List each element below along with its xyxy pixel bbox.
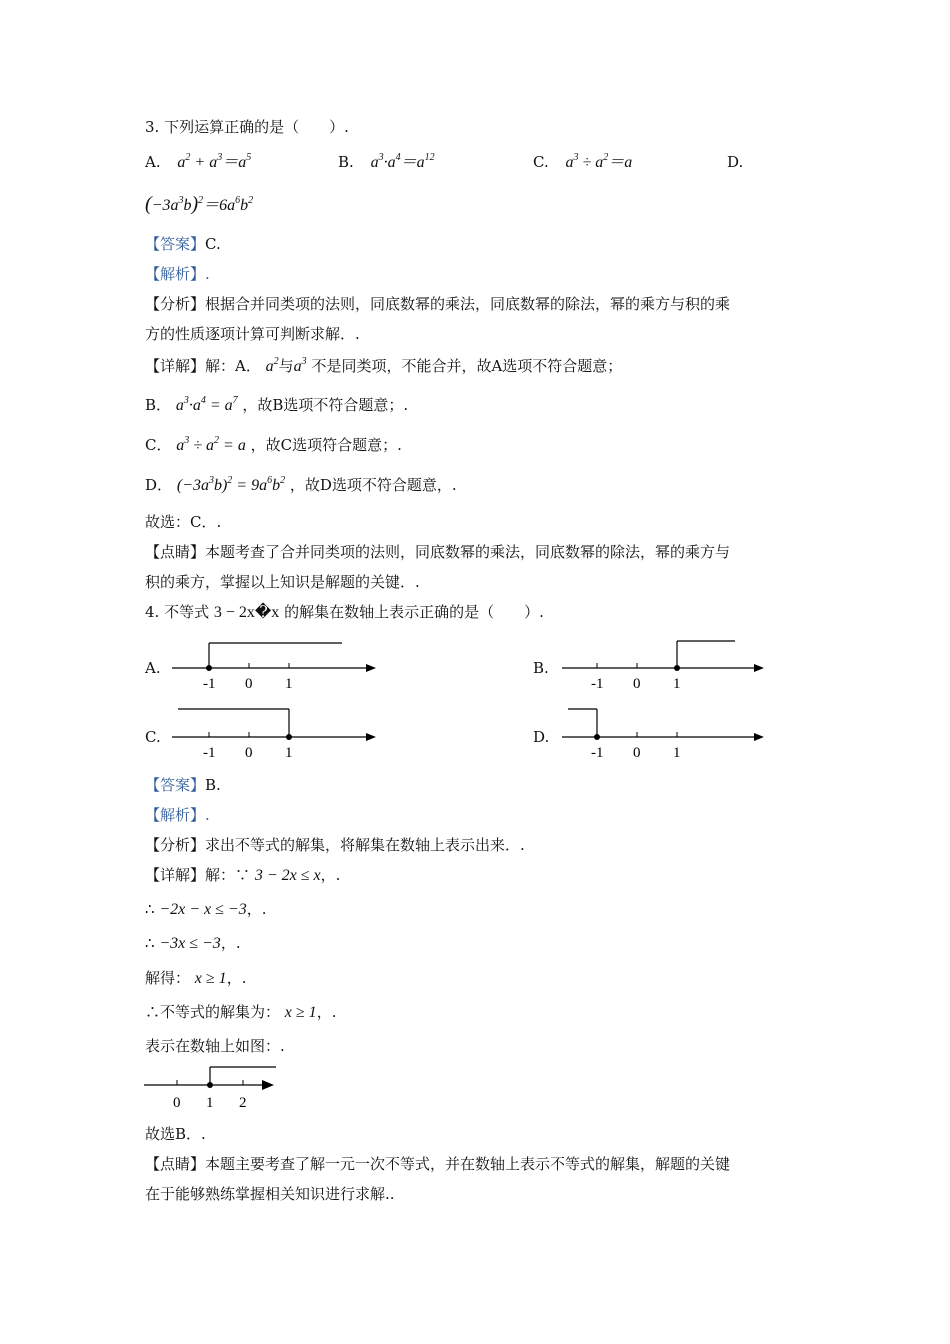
q3-detail-d: D． $(-3a^3b)^2 = 9a^6b^2$ ，故D选项不符合题意，. xyxy=(145,475,457,494)
q4-number-line-c xyxy=(170,704,385,764)
q4-jiexi: 【解析】. xyxy=(145,806,210,824)
q4-answer: 【答案】B. xyxy=(145,776,221,794)
q3-detail-b: B． $a^3\cdot a^4 = a^7$ ，故B选项不符合题意；. xyxy=(145,395,409,414)
q3-choose: 故选：C．. xyxy=(145,513,222,531)
tick-label: 0 xyxy=(173,1095,181,1111)
tick-label: 1 xyxy=(206,1095,214,1111)
q4-final-number-line xyxy=(142,1060,292,1115)
tick-label: 1 xyxy=(285,676,293,692)
q4-step-4: 解得： x ≥ 1，. xyxy=(145,969,247,987)
q3-option-d-math: $(-3a^3b)^2=6a^6b^2$ xyxy=(145,193,254,215)
tick-label: 0 xyxy=(245,745,253,761)
tick-label: 1 xyxy=(285,745,293,761)
tick-label: 0 xyxy=(633,676,641,692)
q4-step-3: ∴ −3x ≤ −3，. xyxy=(145,934,241,952)
q3-detail-a: 【详解】解：A． $a^2$与$a^3$ 不是同类项，不能合并，故A选项不符合题意； xyxy=(145,356,623,375)
q4-option-d-label: D. xyxy=(533,728,550,746)
q4-stem: 4. 不等式 3 − 2x�x 的解集在数轴上表示正确的是（ ）. xyxy=(145,603,544,621)
tick-label: -1 xyxy=(203,676,216,692)
q3-option-a: A. $a^2 + a^3=a^5$ xyxy=(145,152,252,171)
q3-option-b-math: $a^3\cdot a^4=a^{12}$ xyxy=(370,152,435,171)
tick-label: -1 xyxy=(591,676,604,692)
q3-answer: 【答案】C. xyxy=(145,235,221,253)
q3-dianjing-2: 积的乘方，掌握以上知识是解题的关键．. xyxy=(145,573,420,591)
q3-fenxi-2: 方的性质逐项计算可判断求解．. xyxy=(145,325,360,343)
q3-dianjing-1: 【点睛】本题考查了合并同类项的法则，同底数幂的乘法，同底数幂的除法，幂的乘方与 xyxy=(145,543,731,561)
tick-label: 0 xyxy=(633,745,641,761)
tick-label: 1 xyxy=(673,745,681,761)
q4-dianjing-1: 【点睛】本题主要考查了解一元一次不等式，并在数轴上表示不等式的解集，解题的关键 xyxy=(145,1155,731,1173)
tick-label: -1 xyxy=(203,745,216,761)
q4-step-5: ∴不等式的解集为： x ≥ 1，. xyxy=(145,1003,337,1021)
q4-step-2: ∴ −2x − x ≤ −3，. xyxy=(145,900,267,918)
q3-option-c-math: $a^3 \div a^2=a$ xyxy=(565,152,633,171)
q4-step-6: 表示在数轴上如图：. xyxy=(145,1037,285,1055)
tick-label: 0 xyxy=(245,676,253,692)
q3-option-a-math: $a^2 + a^3=a^5$ xyxy=(177,152,252,171)
q4-step-1: 【详解】解：∵ 3 − 2x ≤ x，. xyxy=(145,866,341,884)
q4-option-b-label: B. xyxy=(533,659,549,677)
tick-label: -1 xyxy=(591,745,604,761)
q3-fenxi-1: 【分析】根据合并同类项的法则，同底数幂的乘法，同底数幂的除法，幂的乘方与积的乘 xyxy=(145,295,731,313)
q3-option-d: D. xyxy=(727,153,744,171)
q4-option-a-label: A. xyxy=(145,659,161,677)
q3-jiexi: 【解析】. xyxy=(145,265,210,283)
q4-fenxi: 【分析】求出不等式的解集，将解集在数轴上表示出来．. xyxy=(145,836,525,854)
q3-stem: 3. 下列运算正确的是（ ）. xyxy=(145,118,349,136)
q4-option-c-label: C. xyxy=(145,728,161,746)
q4-choose: 故选B．. xyxy=(145,1125,206,1143)
q3-detail-c: C． $a^3 \div a^2 = a$ ，故C选项符合题意；. xyxy=(145,435,402,454)
q3-option-c: C. $a^3 \div a^2=a$ xyxy=(533,152,633,171)
q4-number-line-d xyxy=(560,704,775,764)
tick-label: 2 xyxy=(239,1095,247,1111)
q4-dianjing-2: 在于能够熟练掌握相关知识进行求解.. xyxy=(145,1185,395,1203)
q3-option-b: B. $a^3\cdot a^4=a^{12}$ xyxy=(338,152,435,171)
q4-number-line-a xyxy=(170,636,385,696)
q4-number-line-b xyxy=(560,636,775,696)
tick-label: 1 xyxy=(673,676,681,692)
